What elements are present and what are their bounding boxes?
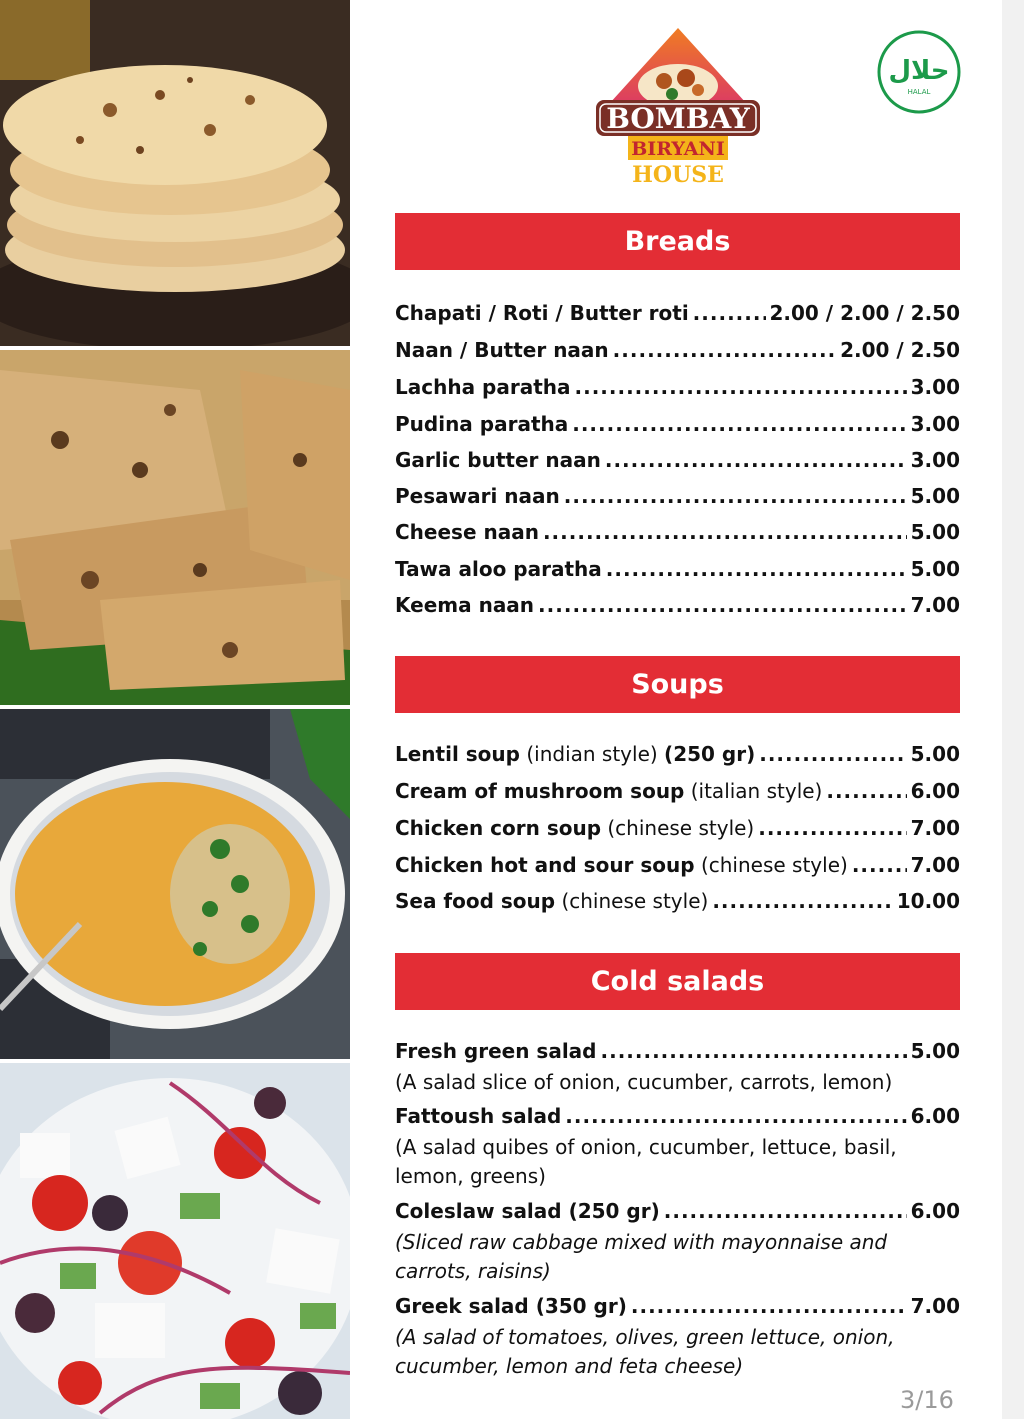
menu-item (395, 1294, 960, 1324)
item-price: 6.00 (910, 1104, 960, 1128)
item-description: (A salad of tomatoes, olives, green lettuce, onion, cucumber, lemon and feta cheese) (395, 1325, 895, 1378)
menu-item (395, 1199, 960, 1229)
leader-dots (693, 301, 766, 325)
item-price: 2.00 / 2.00 / 2.50 (769, 301, 960, 325)
item-price: 6.00 (910, 1199, 960, 1223)
item-weight: (250 gr) (664, 742, 756, 766)
item-name: Chapati / Roti / Butter roti (395, 301, 689, 325)
menu-item (395, 779, 960, 809)
item-name: Garlic butter naan (395, 448, 601, 472)
leader-dots (575, 375, 907, 399)
soups-banner: Soups (395, 656, 960, 713)
page-edge (1002, 0, 1024, 1419)
leader-dots (564, 484, 907, 508)
item-price: 10.00 (896, 889, 960, 913)
leader-dots (613, 338, 836, 362)
leader-dots (601, 1039, 907, 1063)
item-note: (italian style) (690, 779, 823, 803)
breads-banner: Breads (395, 213, 960, 270)
item-name: Cheese naan (395, 520, 539, 544)
leader-dots (712, 889, 892, 913)
leader-dots (572, 412, 906, 436)
leader-dots (826, 779, 906, 803)
item-name: Fattoush salad (395, 1104, 562, 1128)
leader-dots (538, 593, 907, 617)
item-note: (chinese style) (607, 816, 755, 840)
leader-dots (565, 1104, 906, 1128)
item-price: 7.00 (910, 1294, 960, 1318)
menu-item (395, 1039, 960, 1069)
item-description: (A salad quibes of onion, cucumber, lettuce, basil, lemon, greens) (395, 1135, 897, 1188)
item-price: 5.00 (910, 742, 960, 766)
menu-item (395, 1104, 960, 1134)
item-name: Keema naan (395, 593, 535, 617)
leader-dots (759, 742, 906, 766)
leader-dots (605, 448, 907, 472)
item-name: Fresh green salad (395, 1039, 597, 1063)
item-price: 2.00 / 2.50 (840, 338, 960, 362)
leader-dots (664, 1199, 907, 1223)
menu-item (395, 520, 960, 550)
item-price: 3.00 (910, 448, 960, 472)
item-price: 5.00 (910, 484, 960, 508)
item-name: Lentil soup (395, 742, 520, 766)
leader-dots (631, 1294, 907, 1318)
menu-item (395, 448, 960, 478)
item-name: Pudina paratha (395, 412, 569, 436)
stuffed-paratha-photo (0, 350, 350, 705)
cold-salads-banner: Cold salads (395, 953, 960, 1010)
item-name: Coleslaw salad (250 gr) (395, 1199, 660, 1223)
menu-item (395, 557, 960, 587)
leader-dots (543, 520, 907, 544)
menu-item (395, 338, 960, 368)
item-price: 6.00 (910, 779, 960, 803)
menu-item (395, 375, 960, 405)
leader-dots (758, 816, 906, 840)
item-note: (chinese style) (561, 889, 709, 913)
photo-column (0, 0, 350, 1419)
halal-latin: HALAL (907, 88, 931, 96)
menu-item (395, 853, 960, 883)
item-price: 3.00 (910, 375, 960, 399)
item-name: Greek salad (350 gr) (395, 1294, 627, 1318)
chapati-stack-photo (0, 0, 350, 346)
item-note: (indian style) (526, 742, 658, 766)
logo-line3: HOUSE (632, 162, 724, 186)
greek-salad-photo (0, 1063, 350, 1419)
item-price: 5.00 (910, 520, 960, 544)
item-price: 7.00 (910, 853, 960, 877)
menu-item (395, 412, 960, 442)
item-name: Lachha paratha (395, 375, 571, 399)
restaurant-logo (594, 26, 762, 186)
logo-line1: BOMBAY (606, 102, 750, 135)
menu-item (395, 484, 960, 514)
page-number: 3/16 (900, 1386, 954, 1414)
logo-line2: BIRYANI (631, 138, 725, 160)
item-name: Sea food soup (395, 889, 556, 913)
menu-item (395, 816, 960, 846)
item-name: Chicken corn soup (395, 816, 602, 840)
item-price: 7.00 (910, 593, 960, 617)
item-name: Tawa aloo paratha (395, 557, 602, 581)
item-name: Cream of mushroom soup (395, 779, 685, 803)
item-name: Naan / Butter naan (395, 338, 609, 362)
item-name: Chicken hot and sour soup (395, 853, 695, 877)
menu-item (395, 742, 960, 772)
lentil-soup-photo (0, 709, 350, 1059)
item-description: (A salad slice of onion, cucumber, carrots, lemon) (395, 1070, 893, 1094)
menu-item (395, 301, 960, 331)
item-note: (chinese style) (700, 853, 848, 877)
halal-arabic: حلال (888, 56, 950, 86)
item-price: 5.00 (910, 1039, 960, 1063)
item-price: 5.00 (910, 557, 960, 581)
item-description: (Sliced raw cabbage mixed with mayonnaise and carrots, raisins) (395, 1230, 888, 1283)
leader-dots (606, 557, 907, 581)
item-name: Pesawari naan (395, 484, 560, 508)
halal-badge (877, 30, 961, 114)
menu-item (395, 593, 960, 623)
leader-dots (852, 853, 907, 877)
item-price: 7.00 (910, 816, 960, 840)
item-price: 3.00 (910, 412, 960, 436)
menu-item (395, 889, 960, 919)
